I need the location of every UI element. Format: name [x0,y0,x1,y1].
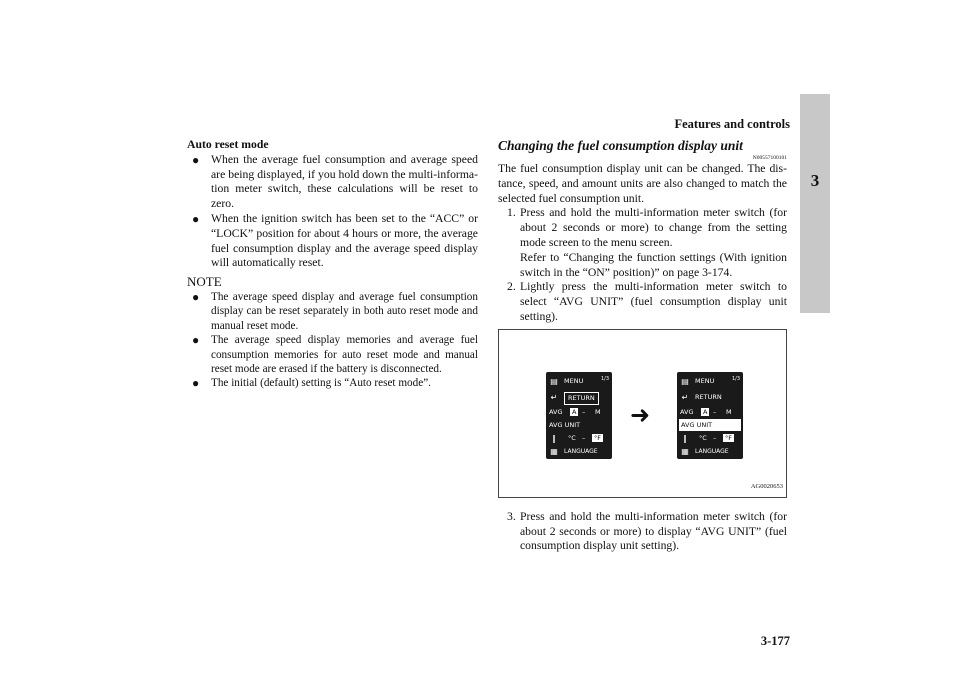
note-item: ● The average speed display and average fuel consumption display can be reset separately in both auto reset mode and manual reset mode. [187,290,478,333]
note-item: ● The initial (default) setting is “Auto reset mode”. [187,376,478,390]
language-item: LANGUAGE [564,447,598,455]
toolbox-icon: ▤ [681,376,689,386]
page-indicator: 1/3 [600,375,609,382]
menu-title: MENU [564,376,584,385]
step-item [498,206,787,280]
step-item [498,510,787,554]
avg-unit-item-selected: AVG UNIT [679,419,741,431]
right-arrow-icon: ➜ [630,400,651,429]
dash: – [582,433,586,442]
chapter-tab [800,94,830,313]
bullet-item: ● When the ignition switch has been set to the “ACC” or “LOCK” position for about 4 hours or more, the average fuel consumption display and the average speed display will automatically reset. [187,212,478,271]
figure-id: AG0020653 [750,482,783,490]
menu-screen-before [546,372,612,459]
unit-f: °F [594,433,601,442]
avg-label: AVG [680,407,694,416]
left-column [187,138,478,391]
unit-m: M [726,407,732,416]
dash: – [713,407,717,416]
chapter-tab-number: 3 [810,171,820,190]
thermometer-icon: ‖ [683,433,687,443]
page-indicator: 1/3 [731,375,740,382]
unit-m: M [595,407,601,416]
right-column [498,138,787,554]
step-number: 3. [507,509,516,523]
avg-label: AVG [549,407,563,416]
figure-menu-screens [498,329,787,498]
toolbox-icon: ▤ [550,376,558,386]
dash: – [713,433,717,442]
step-text: Press and hold the multi-information meter switch (for about 2 seconds or more) to display “AVG UNIT” (fuel consumption display unit setting). [520,509,787,553]
thermometer-icon: ‖ [552,433,556,443]
menu-screen-after [677,372,743,459]
note-item: ● The average speed display memories and average fuel consumption memories for auto reset mode and manual reset mode are erased if the battery is disconnected. [187,333,478,376]
return-item: RETURN [564,392,599,405]
step-text: Press and hold the multi-information meter switch (for about 2 seconds or more) to change from the setting mode screen to the menu screen. [520,206,787,249]
bullet-item: ● When the average fuel consumption and average speed are being displayed, if you hold down the multi-informa-tion meter switch, these calculations will be reset to zero. [187,153,478,212]
step-reference: Refer to “Changing the function settings (With ignition switch in the “ON” position)” on page 3-174. [520,250,787,279]
step-number: 1. [507,206,516,220]
dash: – [582,407,586,416]
step-item [498,280,787,324]
page-number: 3-177 [760,634,790,648]
unit-a: A [703,407,708,416]
language-icon: ▦ [550,446,558,456]
section-title: Changing the fuel consumption display unit [498,138,743,153]
note-label: NOTE [187,274,222,290]
section-code: N00557100101 [752,155,787,161]
menu-title: MENU [695,376,715,385]
language-item: LANGUAGE [695,447,729,455]
return-arrow-icon: ↵ [550,392,558,402]
unit-c: °C [699,433,707,442]
unit-a: A [572,407,577,416]
auto-reset-heading: Auto reset mode [187,138,269,151]
return-arrow-icon: ↵ [681,392,689,402]
return-item: RETURN [695,392,722,401]
step-number: 2. [507,280,516,294]
section-intro: The fuel consumption display unit can be changed. The dis-tance, speed, and amount units are also changed to match the selected fuel consumption unit. [498,162,787,205]
unit-f: °F [725,433,732,442]
language-icon: ▦ [681,446,689,456]
avg-unit-item: AVG UNIT [549,420,581,429]
unit-c: °C [568,433,576,442]
running-header-title: Features and controls [674,117,790,131]
step-text: Lightly press the multi-information meter switch to select “AVG UNIT” (fuel consumption display unit setting). [520,280,787,323]
